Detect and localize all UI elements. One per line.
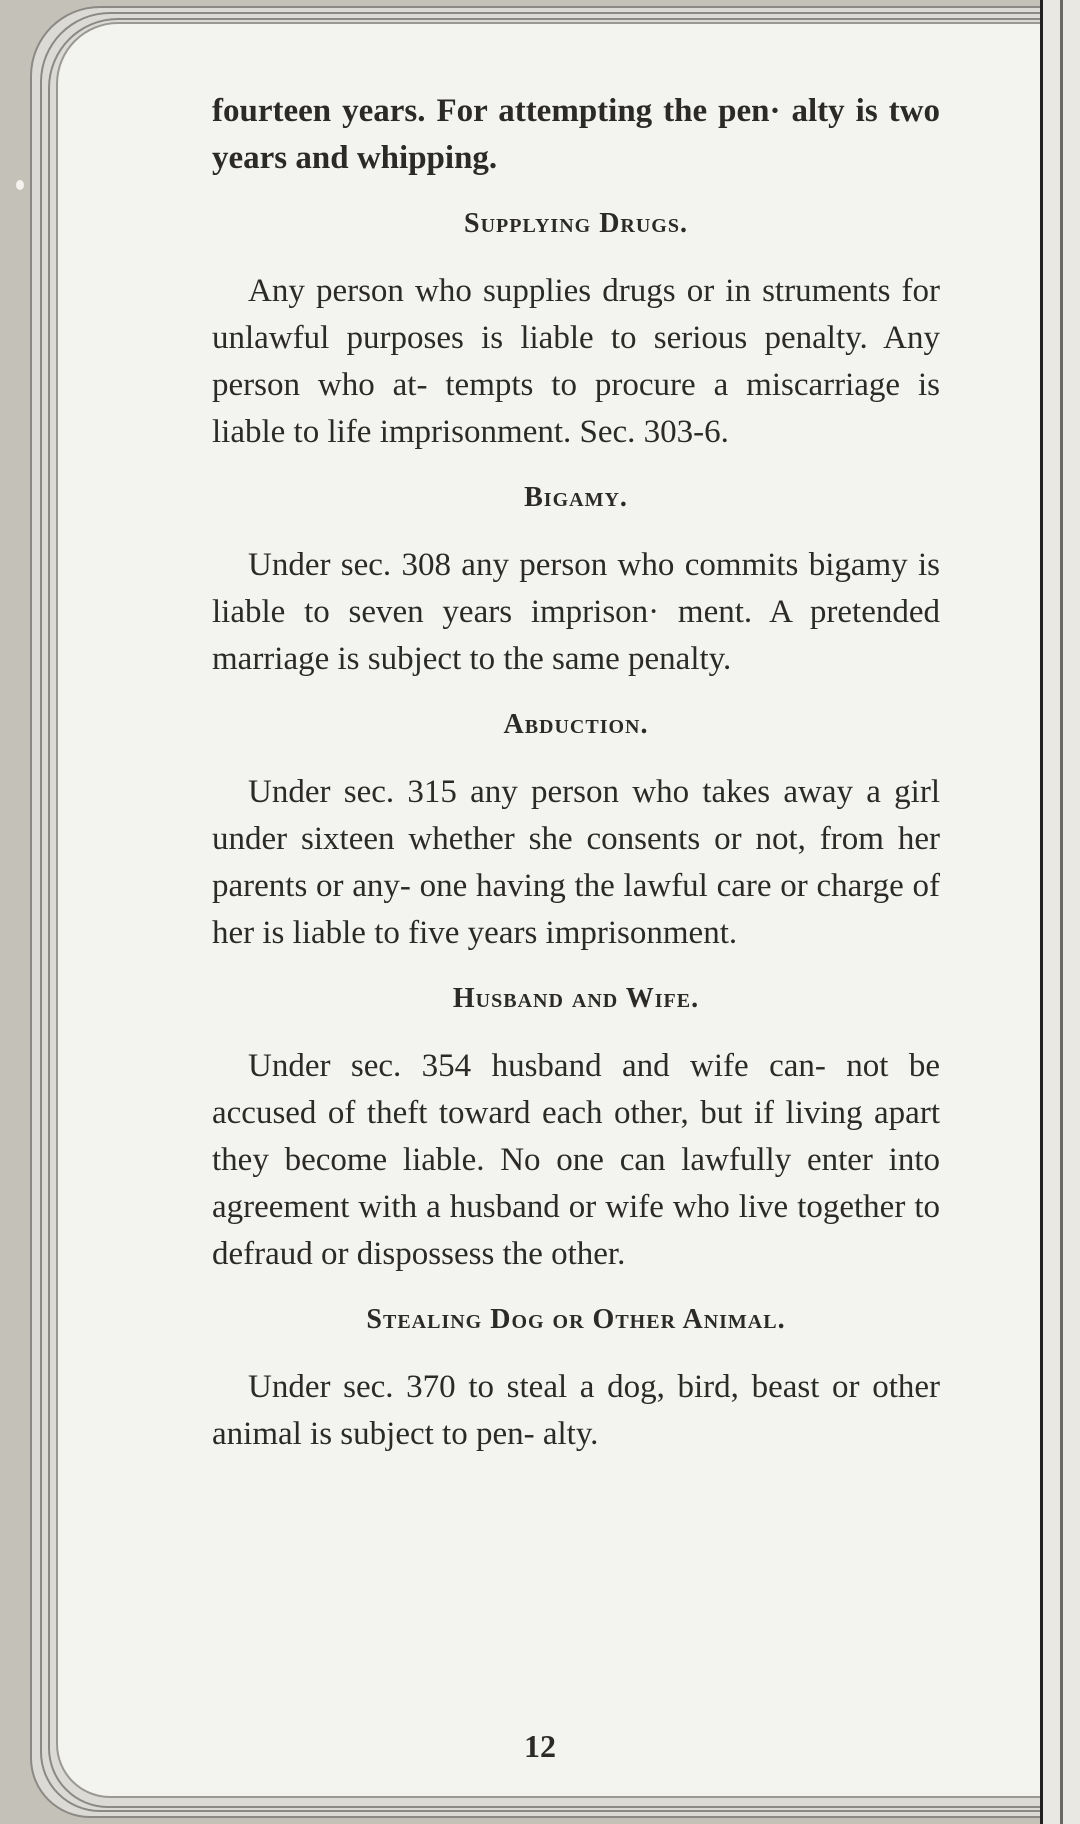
section-body: Under sec. 315 any person who takes away a girl under sixteen whether she consents or not, from her parents or any- one having the lawful care or charge of her is liable to five years imprisonment. xyxy=(212,774,940,951)
section-body: Any person who supplies drugs or in struments for unlawful purposes is liable to serious penalty. Any person who at- tempts to procure a miscarriage is liable to life imprisonment. Sec. 303-6. xyxy=(212,273,940,450)
intro-paragraph: fourteen years. For attempting the pen· alty is two years and whipping. xyxy=(212,93,940,176)
section-heading: Stealing Dog or Other Animal. xyxy=(366,1304,786,1335)
section-heading: Bigamy. xyxy=(524,482,628,513)
section-body: Under sec. 354 husband and wife can- not be accused of theft toward each other, but if living apart they become liable. No one can lawfully enter into agreement with a husband or wife who live together to defraud or dispossess the other. xyxy=(212,1048,940,1272)
paper-speck xyxy=(16,180,24,190)
section-heading: Abduction. xyxy=(503,709,649,740)
section-heading: Husband and Wife. xyxy=(452,983,700,1014)
section-body: Under sec. 370 to steal a dog, bird, beast or other animal is subject to pen- alty. xyxy=(212,1369,940,1452)
section-abduction xyxy=(212,705,940,957)
section-stealing-animal xyxy=(212,1300,940,1458)
section-husband-and-wife xyxy=(212,979,940,1278)
section-bigamy xyxy=(212,478,940,683)
section-supplying-drugs xyxy=(212,204,940,456)
page-text xyxy=(212,88,940,1462)
section-heading: Supplying Drugs. xyxy=(464,208,688,239)
section-body: Under sec. 308 any person who commits bigamy is liable to seven years imprison· ment. A pretended marriage is subject to the same penalty. xyxy=(212,547,940,677)
page-number: 12 xyxy=(524,1728,556,1764)
facing-page-line xyxy=(1060,0,1063,1824)
